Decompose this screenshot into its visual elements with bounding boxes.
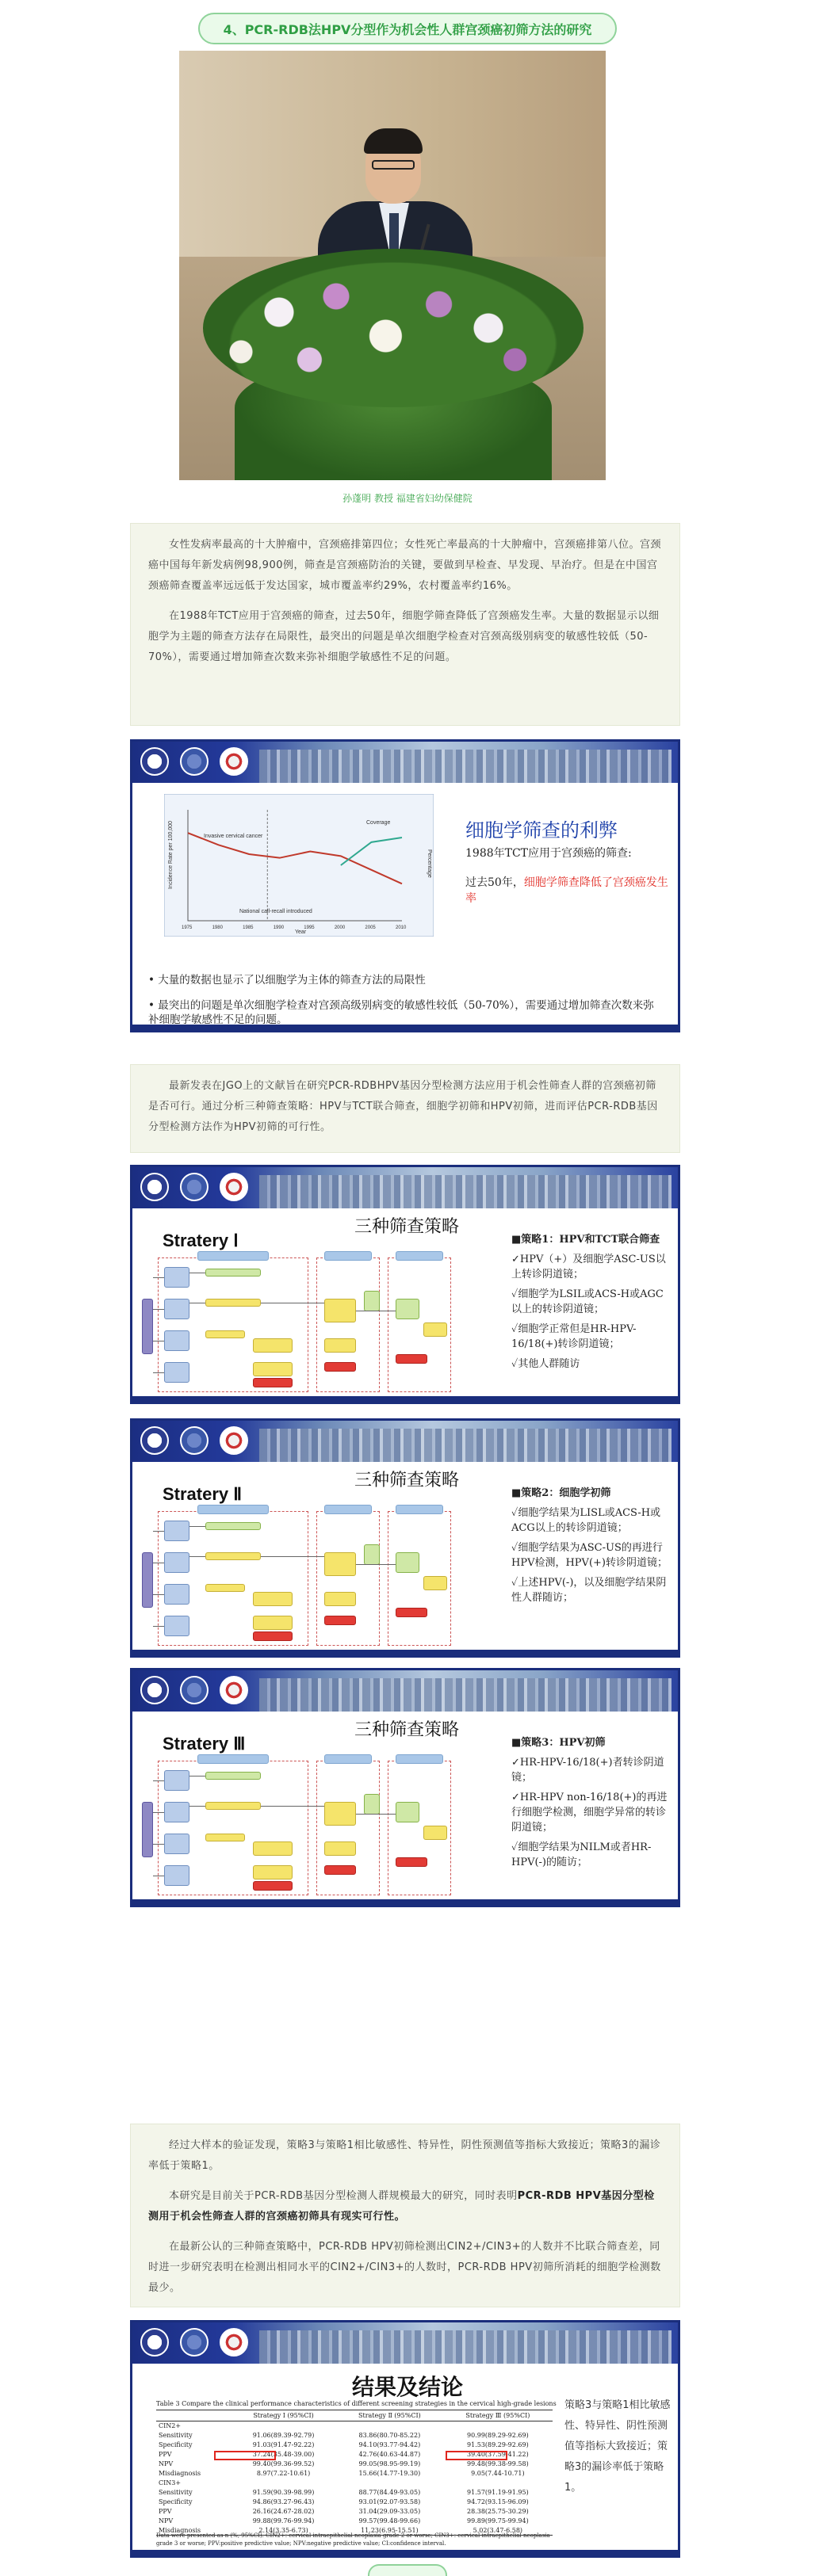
flow-node bbox=[253, 1592, 293, 1606]
chart-annotation: National call-recall introduced bbox=[239, 909, 312, 914]
flow-node bbox=[253, 1865, 293, 1880]
flow-column-header bbox=[324, 1251, 372, 1261]
flow-column-frame bbox=[316, 1761, 380, 1895]
results-side-note: 策略3与策略1相比敏感性、特异性、阴性预测值等指标大致接近；策略3的漏诊率低于策略1。 bbox=[564, 2399, 671, 2494]
photo-caption: 孙蓬明 教授 福建省妇幼保健院 bbox=[342, 493, 473, 504]
x-tick-label: 1990 bbox=[273, 925, 285, 930]
slide-title: 结果及结论 bbox=[351, 2374, 463, 2400]
table-cell: 31.04(29.09-33.05) bbox=[358, 2508, 421, 2515]
flow-connector bbox=[356, 1814, 396, 1815]
strategy-bullets bbox=[511, 1232, 670, 1372]
table-cell: Sensitivity bbox=[159, 2489, 193, 2496]
flow-connector bbox=[261, 1556, 324, 1557]
flow-node bbox=[324, 1616, 356, 1625]
x-tick-label: 1975 bbox=[182, 925, 193, 930]
table-cell: 91.03(91.47-92.22) bbox=[252, 2441, 315, 2448]
bullet-item: • 最突出的问题是单次细胞学检查对宫颈高级别病变的敏感性较低（50-70%），需要通过增加筛查次数来弥补细胞学敏感性不足的问题。 bbox=[148, 999, 654, 1026]
next-section-pill bbox=[368, 2564, 447, 2576]
strategy-label: Stratery Ⅲ bbox=[163, 1734, 246, 1754]
flow-column-header bbox=[396, 1251, 443, 1261]
flow-node bbox=[253, 1338, 293, 1353]
table-row bbox=[156, 2431, 553, 2441]
highlight-box bbox=[214, 2451, 276, 2460]
table-cell: 99.89(99.75-99.94) bbox=[467, 2517, 529, 2524]
group-label: CIN2+ bbox=[159, 2422, 182, 2430]
flow-connector bbox=[189, 1556, 205, 1557]
table-row bbox=[156, 2498, 553, 2507]
slide-header-banner bbox=[132, 1670, 678, 1712]
flow-node bbox=[396, 1857, 427, 1867]
section-title: 4、PCR-RDB法HPV分型作为机会性人群宫颈癌初筛方法的研究 bbox=[198, 13, 617, 44]
emblem-icon bbox=[180, 1676, 209, 1704]
table-row bbox=[156, 2469, 553, 2479]
table-cell: 94.10(93.77-94.42) bbox=[358, 2441, 421, 2448]
highlight-prefix: 过去50年， bbox=[465, 876, 524, 889]
slide-bullets bbox=[148, 973, 656, 1038]
flow-node bbox=[205, 1834, 245, 1841]
table-cell: 99.40(99.36-99.52) bbox=[252, 2460, 315, 2467]
flow-column-frame bbox=[316, 1511, 380, 1646]
table-row bbox=[156, 2507, 553, 2517]
table-cell: Specificity bbox=[159, 2498, 193, 2505]
intro-paragraph: 在1988年TCT应用于宫颈癌的筛查，过去50年，细胞学筛查降低了宫颈癌发生率。大量的数据显示以细胞学为主题的筛查方法存在局限性，最突出的问题是单次细胞学检查对宫颈高级别病变的敏感性较低（50-70%），需要通过增加筛查次数来弥补细胞学敏感性不足的问题。 bbox=[148, 610, 660, 663]
x-tick-label: 2010 bbox=[396, 925, 407, 930]
table-cell: 99.57(99.48-99.66) bbox=[358, 2517, 421, 2524]
flow-node bbox=[423, 1826, 447, 1840]
table-cell: 83.86(80.70-85.22) bbox=[358, 2432, 421, 2439]
table-cell: 5.02(3.47-6.58) bbox=[443, 2526, 553, 2536]
study-intro-textbox bbox=[130, 1064, 680, 1153]
flow-connector bbox=[153, 1372, 164, 1373]
group-label: CIN3+ bbox=[159, 2479, 182, 2486]
slide-strategy-1 bbox=[130, 1165, 680, 1404]
society-logo-icon bbox=[220, 1676, 248, 1704]
flow-node bbox=[164, 1802, 189, 1822]
bullet-heading: ■策略2：细胞学初筛 bbox=[511, 1487, 611, 1499]
flow-connector bbox=[153, 1531, 164, 1532]
slide-header-banner bbox=[132, 2322, 678, 2364]
table-cell: Sensitivity bbox=[159, 2432, 193, 2439]
table-cell: NPV bbox=[159, 2517, 174, 2524]
flow-population-box bbox=[142, 1802, 153, 1857]
table-cell: 91.53(89.29-92.69) bbox=[467, 2441, 529, 2448]
chart-ylabel: Incidence Rate per 100,000 bbox=[168, 820, 174, 889]
flow-column-header bbox=[197, 1251, 269, 1261]
conclusion-text: 本研究是目前关于PCR-RDB基因分型检测人群规模最大的研究，同时表明 bbox=[169, 2190, 518, 2202]
table-cell: 93.01(92.07-93.58) bbox=[358, 2498, 421, 2505]
incidence-line-chart bbox=[164, 794, 434, 937]
flow-connector bbox=[153, 1844, 164, 1845]
series-label-coverage: Coverage bbox=[366, 820, 391, 826]
flow-node bbox=[164, 1616, 189, 1636]
slide-title: 三种筛查策略 bbox=[354, 1471, 460, 1490]
society-logo-icon bbox=[220, 1173, 248, 1201]
slide-title: 细胞学筛查的利弊 bbox=[465, 819, 618, 841]
flow-column-header bbox=[396, 1754, 443, 1764]
bullet-item: ✓细胞学为LSIL或ACS-H或AGC以上的转诊阴道镜； bbox=[511, 1288, 664, 1315]
conclusion-paragraph: 在最新公认的三种筛查策略中，PCR-RDB HPV初筛检测出CIN2+/CIN3+的人数并不比联合筛查差，同时进一步研究表明在检测出相同水平的CIN2+/CIN3+的人数时，PCR-RDB HPV初筛所消耗的细胞学检测数最少。 bbox=[148, 2241, 661, 2294]
flow-connector bbox=[261, 1806, 324, 1807]
flow-node bbox=[324, 1338, 356, 1353]
conclusion-textbox bbox=[130, 2124, 680, 2307]
slide-header-banner bbox=[132, 742, 678, 783]
flow-connector bbox=[153, 1277, 164, 1278]
table-row bbox=[156, 2488, 553, 2498]
highlight-box bbox=[446, 2451, 507, 2460]
table-cell: 42.76(40.63-44.87) bbox=[358, 2451, 421, 2458]
flow-column-header bbox=[197, 1505, 269, 1514]
table-cell: 39.40(37.59-41.22) bbox=[467, 2451, 529, 2458]
flow-node bbox=[324, 1802, 356, 1826]
table-cell: 91.06(89.39-92.79) bbox=[252, 2432, 315, 2439]
emblem-icon bbox=[180, 2328, 209, 2357]
bullet-item: ✓HR-HPV-16/18(+)者转诊阴道镜； bbox=[511, 1757, 664, 1784]
table-cell: 88.77(84.49-93.05) bbox=[358, 2489, 421, 2496]
speaker-photo bbox=[179, 51, 606, 480]
hospital-logo-icon bbox=[140, 747, 169, 776]
flow-population-box bbox=[142, 1299, 153, 1354]
table-row bbox=[156, 2517, 553, 2526]
table-cell: 15.66(14.77-19.30) bbox=[358, 2470, 421, 2477]
bullet-item: ✓HR-HPV non-16/18(+)的再进行细胞学检测，细胞学异常的转诊阴道镜； bbox=[511, 1792, 668, 1834]
chart-xlabel: Year bbox=[295, 929, 307, 935]
slide-header-banner bbox=[132, 1167, 678, 1208]
flow-node bbox=[253, 1841, 293, 1856]
flow-node bbox=[205, 1772, 261, 1780]
flow-node bbox=[164, 1552, 189, 1573]
table-cell: 28.38(25.75-30.29) bbox=[467, 2508, 529, 2515]
table-cell: 37.24(35.48-39.00) bbox=[252, 2451, 315, 2458]
slide-subtitle: 1988年TCT应用于宫颈癌的筛查: bbox=[465, 847, 632, 860]
bullet-item: • 大量的数据也显示了以细胞学为主体的筛查方法的局限性 bbox=[148, 974, 426, 987]
slide-results bbox=[130, 2320, 680, 2558]
flow-node bbox=[253, 1616, 293, 1630]
flow-node bbox=[253, 1378, 293, 1387]
flow-node bbox=[205, 1299, 261, 1307]
table-header: Strategy Ⅱ (95%CI) bbox=[336, 2410, 443, 2421]
flow-column-header bbox=[396, 1505, 443, 1514]
flow-node bbox=[324, 1841, 356, 1856]
strategy-bullets bbox=[511, 1486, 670, 1605]
flow-connector bbox=[189, 1526, 205, 1527]
bullet-item: ✓上述HPV(-)，以及细胞学结果阴性人群随访； bbox=[511, 1577, 667, 1604]
table-cell: PPV bbox=[159, 2451, 172, 2458]
chart-y2label: Percentage bbox=[427, 849, 432, 878]
strategy-label: Stratery Ⅰ bbox=[163, 1231, 239, 1250]
hospital-logo-icon bbox=[140, 1173, 169, 1201]
table-cell: 91.59(90.39-98.99) bbox=[252, 2489, 315, 2496]
flow-node bbox=[423, 1322, 447, 1337]
table-notes: Data were presented as n (%, 95%CI). CIN2+: cervical intraepithelial neoplasia grade 2 or worse; CIN3+: cervical intraepithelial neoplasia grade 3 or worse; PPV:positive predictive value; NPV:negative predictive value; CI:confidence interval. bbox=[156, 2532, 550, 2547]
flow-column-header bbox=[324, 1754, 372, 1764]
flow-node bbox=[396, 1608, 427, 1617]
strategy-bullets bbox=[511, 1735, 670, 1870]
flow-column-header bbox=[197, 1754, 269, 1764]
table-cell: 91.57(91.19-91.95) bbox=[467, 2489, 529, 2496]
flow-node bbox=[205, 1330, 245, 1338]
table-caption: Table 3 Compare the clinical performance characteristics of different screening strategies in the cervical high-grade lesions bbox=[156, 2400, 557, 2407]
flow-node bbox=[164, 1267, 189, 1288]
slide-header-banner bbox=[132, 1421, 678, 1462]
flow-node bbox=[164, 1362, 189, 1383]
bullet-heading: ■策略1：HPV和TCT联合筛查 bbox=[511, 1234, 660, 1246]
flow-node bbox=[205, 1584, 245, 1592]
table-group-row bbox=[156, 2421, 553, 2431]
x-tick-label: 1980 bbox=[212, 925, 223, 930]
strategy-flowchart bbox=[142, 1754, 491, 1897]
flow-node bbox=[253, 1362, 293, 1376]
table-cell: PPV bbox=[159, 2508, 172, 2515]
x-tick-label: 1995 bbox=[304, 925, 315, 930]
results-table bbox=[156, 2410, 553, 2536]
table-cell: 99.05(98.95-99.19) bbox=[358, 2460, 421, 2467]
flow-node bbox=[253, 1631, 293, 1641]
table-cell: 99.48(99.38-99.58) bbox=[467, 2460, 529, 2467]
slide-highlight bbox=[465, 875, 672, 906]
intro-textbox bbox=[130, 523, 680, 726]
slide-cytology bbox=[130, 739, 680, 1032]
flow-node bbox=[324, 1592, 356, 1606]
table-cell: 8.97(7.22-10.61) bbox=[256, 2470, 311, 2477]
table-row bbox=[156, 2460, 553, 2469]
flow-population-box bbox=[142, 1552, 153, 1608]
slide-title: 三种筛查策略 bbox=[354, 1217, 460, 1237]
hospital-logo-icon bbox=[140, 2328, 169, 2357]
strategy-label: Stratery Ⅱ bbox=[163, 1484, 243, 1504]
flow-node bbox=[164, 1584, 189, 1605]
slide-strategy-3 bbox=[130, 1668, 680, 1907]
flow-column-header bbox=[324, 1505, 372, 1514]
flow-node bbox=[396, 1299, 419, 1319]
strategy-flowchart bbox=[142, 1505, 491, 1647]
emblem-icon bbox=[180, 1426, 209, 1455]
table-group-row bbox=[156, 2479, 553, 2488]
society-logo-icon bbox=[220, 747, 248, 776]
bullet-item: ✓其他人群随访 bbox=[511, 1358, 580, 1370]
table-cell: 94.86(93.27-96.43) bbox=[252, 2498, 315, 2505]
intro-paragraph: 女性发病率最高的十大肿瘤中，宫颈癌排第四位；女性死亡率最高的十大肿瘤中，宫颈癌排第八位。宫颈癌中国每年新发病例98,900例，筛查是宫颈癌防治的关键，要做到早检查、早发现、早治疗。但是在中国宫颈癌筛查覆盖率远远低于发达国家，城市覆盖率约29%，农村覆盖率约16%。 bbox=[148, 539, 662, 592]
bullet-item: ✓细胞学结果为NILM或者HR-HPV(-)的随访； bbox=[511, 1841, 652, 1868]
bullet-heading: ■策略3：HPV初筛 bbox=[511, 1737, 606, 1749]
table-cell: Specificity bbox=[159, 2441, 193, 2448]
table-cell: 94.72(93.15-96.09) bbox=[467, 2498, 529, 2505]
flow-node bbox=[396, 1802, 419, 1822]
x-tick-label: 2005 bbox=[365, 925, 376, 930]
flow-node bbox=[205, 1802, 261, 1810]
flow-node bbox=[396, 1552, 419, 1573]
flow-column-frame bbox=[316, 1257, 380, 1392]
bullet-item: ✓细胞学结果为ASC-US的再进行HPV检测，HPV(+)转诊阴道镜； bbox=[511, 1542, 668, 1569]
flow-node bbox=[364, 1794, 380, 1815]
flow-connector bbox=[356, 1564, 396, 1565]
flow-node bbox=[324, 1362, 356, 1372]
flow-node bbox=[205, 1269, 261, 1277]
flow-connector bbox=[189, 1806, 205, 1807]
series-label-cancer: Invasive cervical cancer bbox=[204, 834, 263, 839]
table-cell: Misdiagnosis bbox=[159, 2470, 201, 2477]
flow-connector bbox=[153, 1780, 164, 1781]
flow-node bbox=[164, 1865, 189, 1886]
conclusion-paragraph bbox=[148, 2186, 662, 2227]
bullet-item: ✓HPV（+）及细胞学ASC-US以上转诊阴道镜； bbox=[511, 1254, 666, 1280]
hospital-logo-icon bbox=[140, 1676, 169, 1704]
slide-strategy-2 bbox=[130, 1418, 680, 1658]
flow-connector bbox=[153, 1626, 164, 1627]
strategy-flowchart bbox=[142, 1251, 491, 1394]
emblem-icon bbox=[180, 747, 209, 776]
conclusion-bold: PCR-RDB HPV基因分型检测用于机会性筛查人群的宫颈癌初筛具有现实可行性。 bbox=[148, 2190, 655, 2223]
emblem-icon bbox=[180, 1173, 209, 1201]
flow-node bbox=[164, 1330, 189, 1351]
flow-node bbox=[364, 1544, 380, 1565]
table-cell: 26.16(24.67-28.02) bbox=[252, 2508, 315, 2515]
flow-node bbox=[324, 1865, 356, 1875]
table-cell: 9.05(7.44-10.71) bbox=[471, 2470, 525, 2477]
flow-node bbox=[324, 1552, 356, 1576]
highlight-red: 细胞学筛查降低了宫颈癌发生率 bbox=[465, 876, 668, 905]
table-header bbox=[156, 2410, 231, 2421]
flow-node bbox=[164, 1299, 189, 1319]
society-logo-icon bbox=[220, 2328, 248, 2357]
bullet-item: ✓细胞学正常但是HR-HPV-16/18(+)转诊阴道镜； bbox=[511, 1323, 637, 1350]
flow-node bbox=[324, 1299, 356, 1322]
table-cell: Misdiagnosis bbox=[156, 2526, 231, 2536]
flow-node bbox=[164, 1770, 189, 1791]
bullet-item: ✓细胞学结果为LISL或ACS-H或ACG以上的转诊阴道镜； bbox=[511, 1507, 661, 1534]
flow-node bbox=[164, 1834, 189, 1854]
flow-node bbox=[205, 1522, 261, 1530]
flow-node bbox=[396, 1354, 427, 1364]
flow-node bbox=[364, 1291, 380, 1311]
flow-node bbox=[205, 1552, 261, 1560]
flow-node bbox=[164, 1521, 189, 1541]
flow-connector bbox=[153, 1594, 164, 1595]
slide-title: 三种筛查策略 bbox=[354, 1720, 460, 1740]
table-cell: 90.99(89.29-92.69) bbox=[467, 2432, 529, 2439]
table-cell: 11.23(6.95-15.51) bbox=[336, 2526, 443, 2536]
hospital-logo-icon bbox=[140, 1426, 169, 1455]
table-cell: NPV bbox=[159, 2460, 174, 2467]
table-cell: 2.14(3.35-6.73) bbox=[231, 2526, 336, 2536]
study-intro-paragraph: 最新发表在JGO上的文献旨在研究PCR-RDBHPV基因分型检测方法应用于机会性筛查人群的宫颈癌初筛是否可行。通过分析三种筛查策略：HPV与TCT联合筛查，细胞学初筛和HPV初筛，进而评估PCR-RDB基因分型检测方法作为HPV初筛的可行性。 bbox=[148, 1080, 658, 1133]
table-row bbox=[156, 2441, 553, 2450]
conclusion-paragraph: 经过大样本的验证发现，策略3与策略1相比敏感性、特异性，阴性预测值等指标大致接近；策略3的漏诊率低于策略1。 bbox=[148, 2139, 661, 2172]
flow-node bbox=[423, 1576, 447, 1590]
table-header: Strategy Ⅰ (95%CI) bbox=[231, 2410, 336, 2421]
flow-connector bbox=[153, 1812, 164, 1813]
table-cell: 99.88(99.76-99.94) bbox=[252, 2517, 315, 2524]
flow-node bbox=[253, 1881, 293, 1891]
x-tick-label: 1985 bbox=[243, 925, 254, 930]
table-header: Strategy Ⅲ (95%CI) bbox=[443, 2410, 553, 2421]
x-tick-label: 2000 bbox=[334, 925, 346, 930]
flow-connector bbox=[153, 1309, 164, 1310]
society-logo-icon bbox=[220, 1426, 248, 1455]
